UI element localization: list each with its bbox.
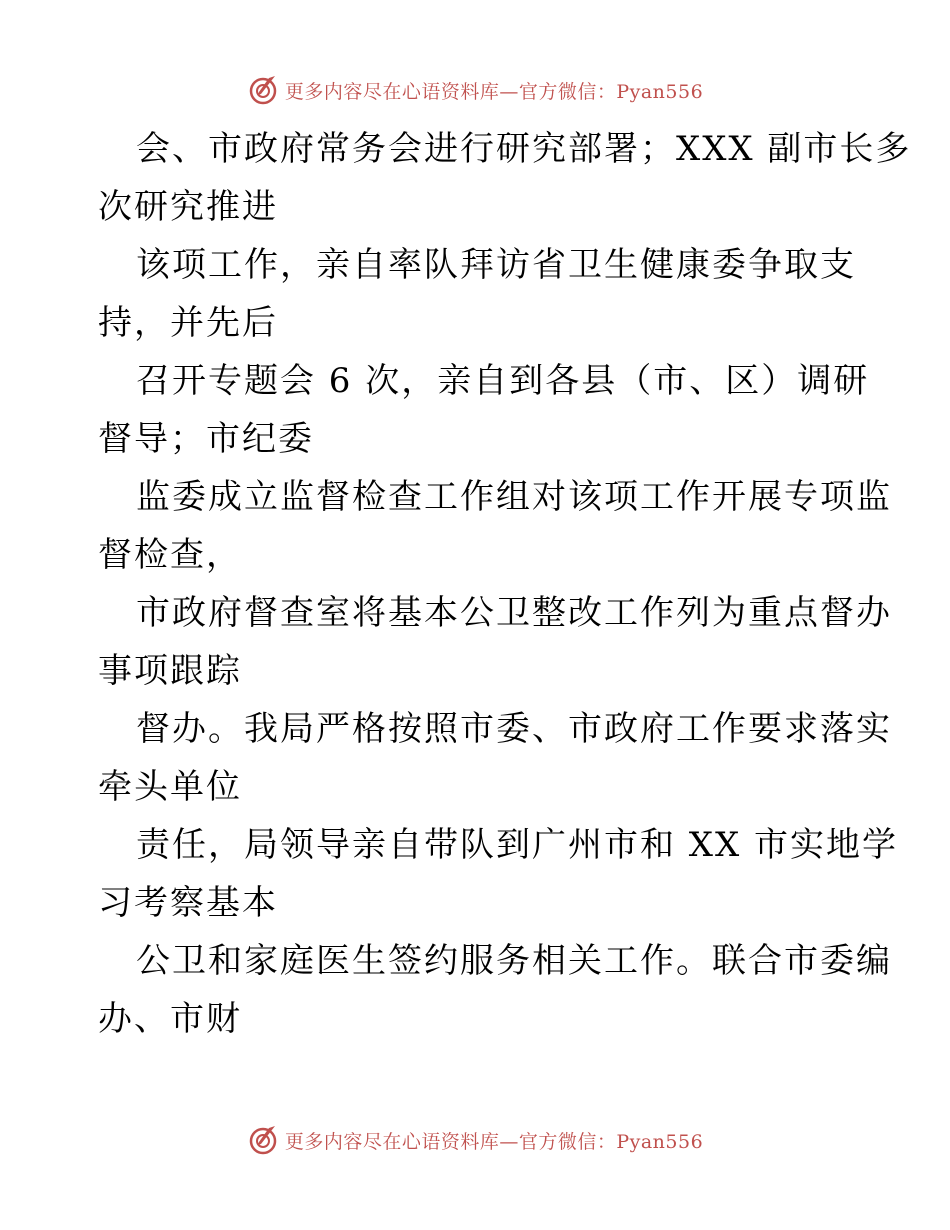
text-line: 责任，局领导亲自带队到广州市和 XX 市实地学 <box>136 825 899 865</box>
text-line: 公卫和家庭医生签约服务相关工作。联合市委编 <box>136 941 892 981</box>
header-watermark <box>0 70 950 110</box>
text-line: 市政府督查室将基本公卫整改工作列为重点督办 <box>136 593 892 633</box>
text-line: 会、市政府常务会进行研究部署；XXX 副市长多 <box>136 129 912 169</box>
text-line: 牵头单位 <box>98 767 242 807</box>
brush-logo-icon <box>247 74 279 106</box>
text-line: 持，并先后 <box>98 303 278 343</box>
text-line: 督检查， <box>98 535 242 575</box>
text-line: 召开专题会 6 次，亲自到各县（市、区）调研 <box>136 361 870 401</box>
text-line: 习考察基本 <box>98 883 278 923</box>
footer-watermark <box>0 1120 950 1160</box>
text-line: 督导；市纪委 <box>98 419 314 459</box>
text-line: 该项工作，亲自率队拜访省卫生健康委争取支 <box>136 245 856 285</box>
text-line: 事项跟踪 <box>98 651 242 691</box>
text-line: 督办。我局严格按照市委、市政府工作要求落实 <box>136 709 892 749</box>
text-line: 监委成立监督检查工作组对该项工作开展专项监 <box>136 477 892 517</box>
footer-watermark-text: 更多内容尽在心语资料库—官方微信：Pyan556 <box>284 1130 704 1153</box>
text-line: 办、市财 <box>98 999 242 1039</box>
header-watermark-text: 更多内容尽在心语资料库—官方微信：Pyan556 <box>284 80 704 103</box>
brush-logo-icon <box>247 1124 279 1156</box>
body-text <box>98 120 912 1048</box>
text-line: 次研究推进 <box>98 187 278 227</box>
